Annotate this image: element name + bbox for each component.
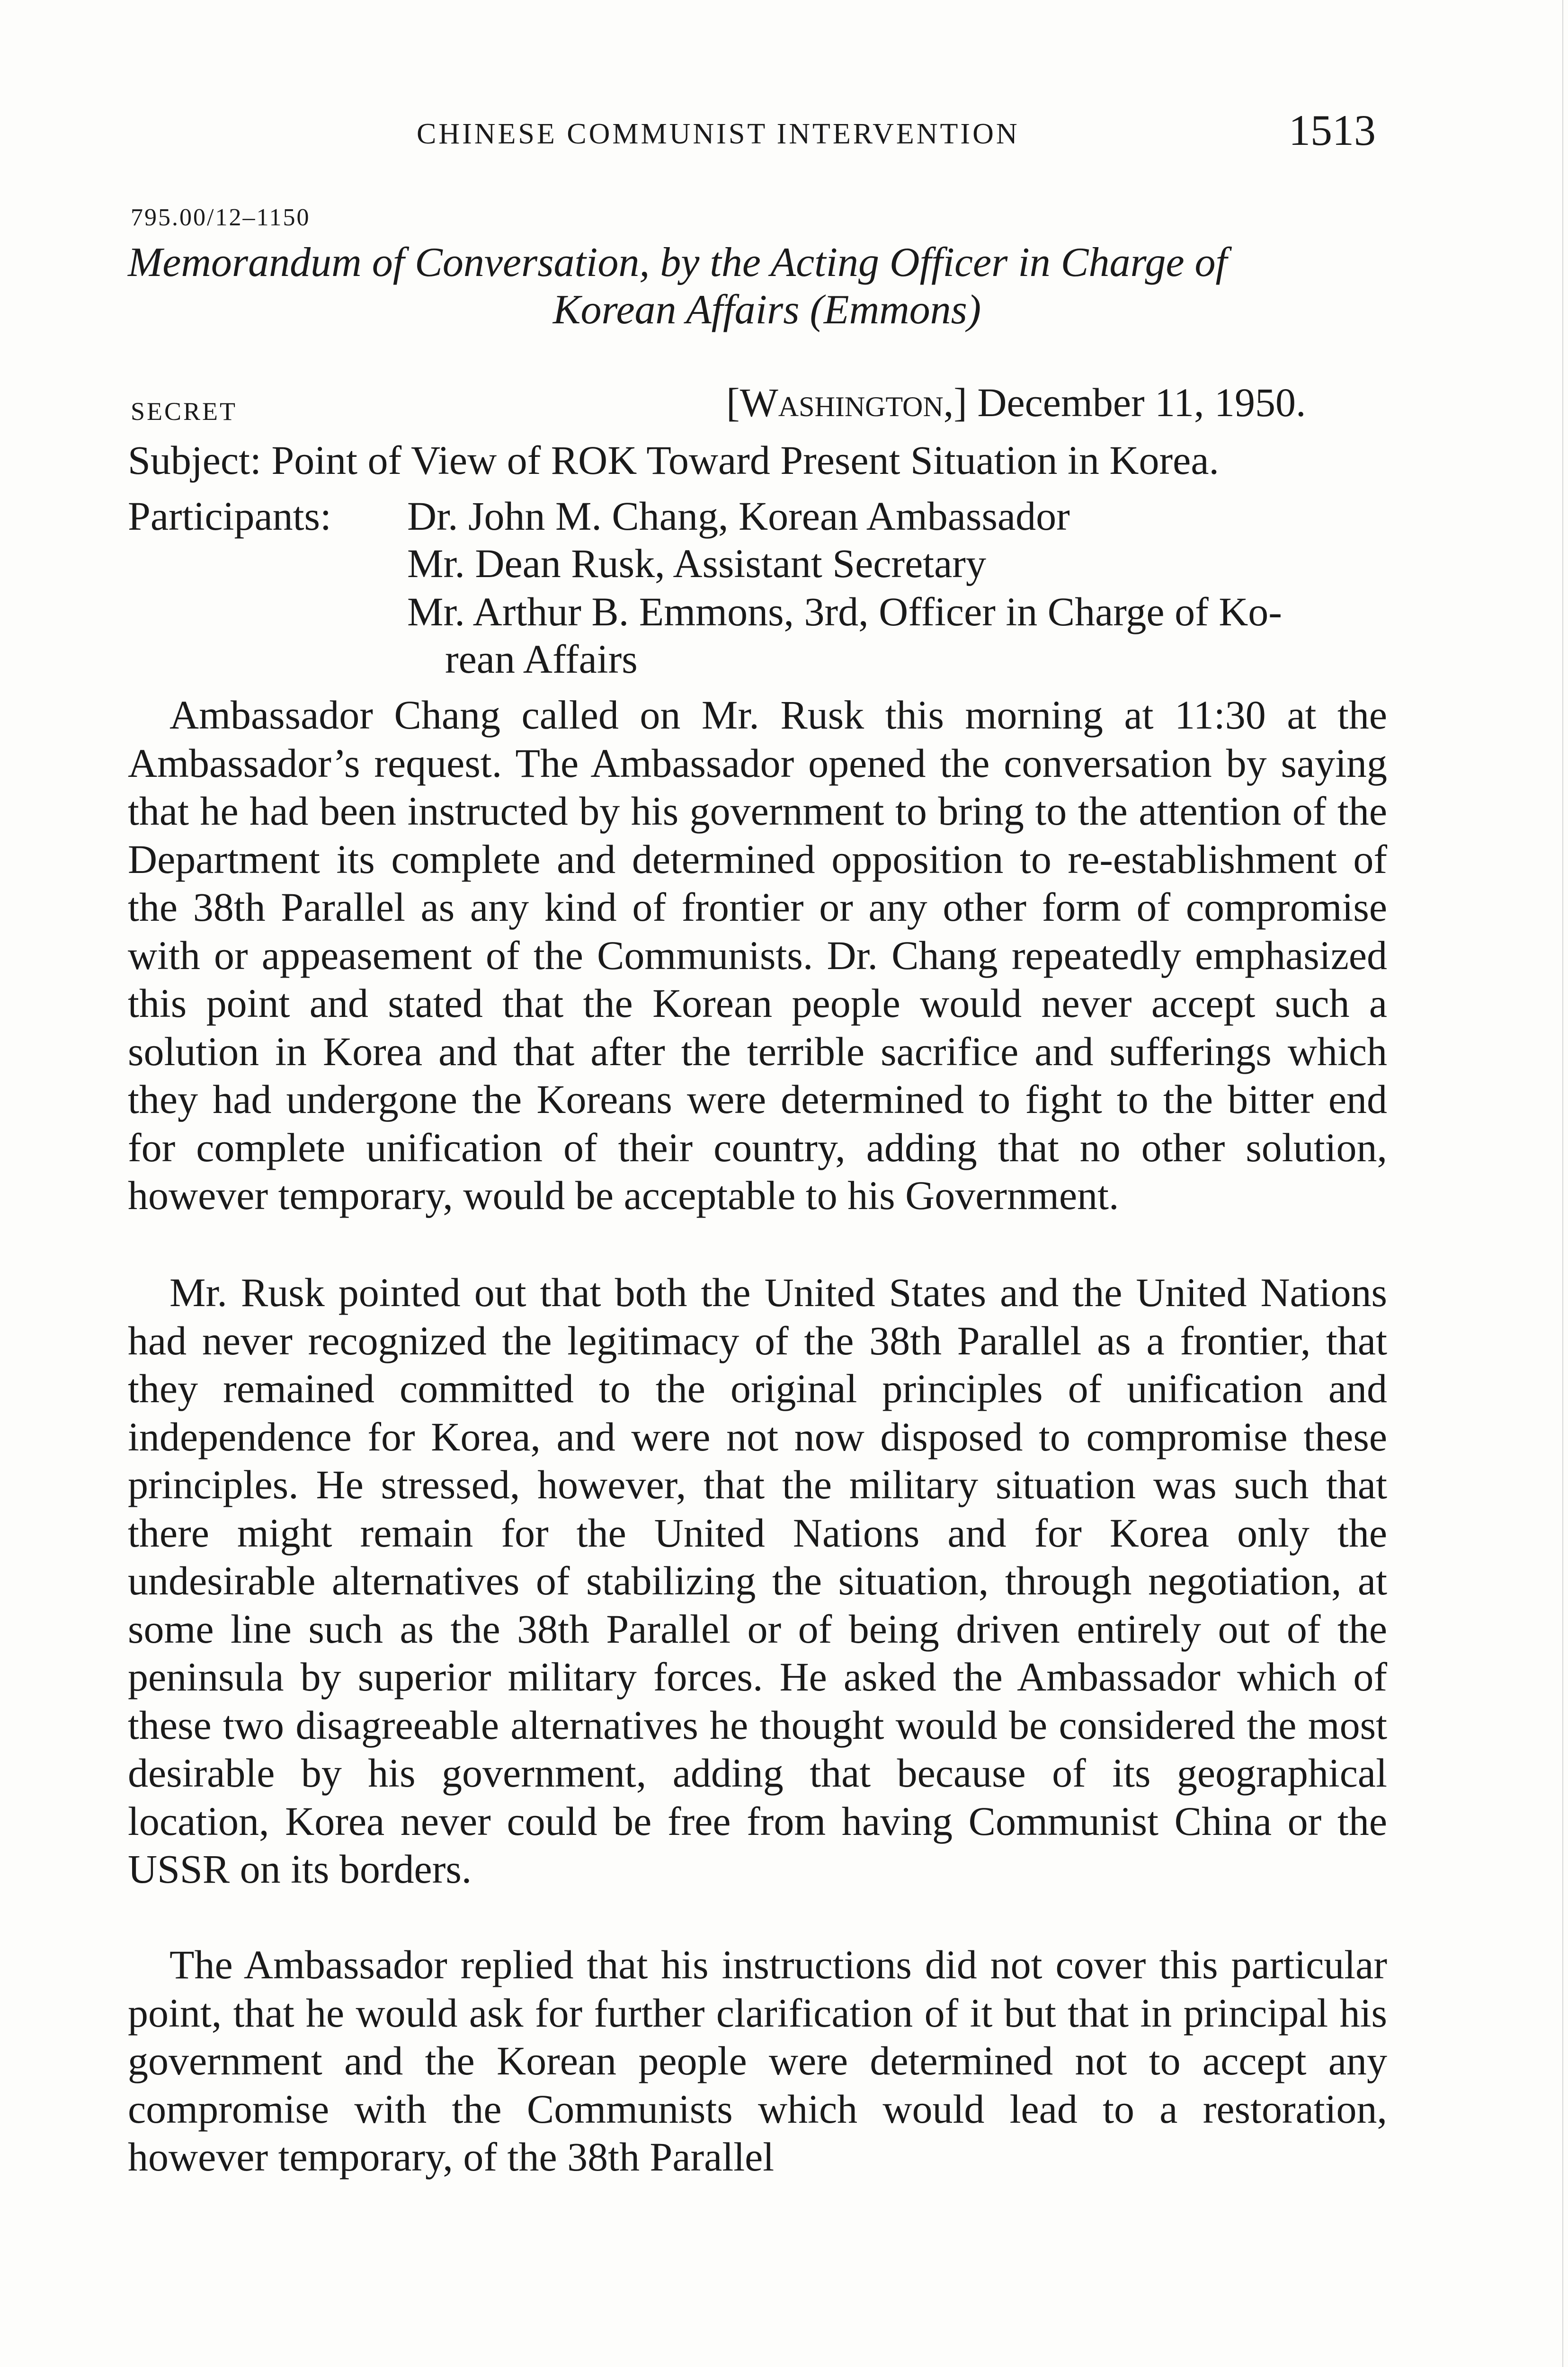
- classification-marking: SECRET: [131, 397, 238, 426]
- running-head: CHINESE COMMUNIST INTERVENTION: [417, 118, 1020, 150]
- participant-item: Mr. Arthur B. Emmons, 3rd, Officer in Charge of Ko-: [407, 589, 1282, 634]
- subject-label: Subject:: [128, 437, 261, 483]
- body-paragraph: Mr. Rusk pointed out that both the United States and the United Nations had never recognized the legitimacy of the 38th Parallel as a frontier, that they remained committed to the original principles of unification and independence for Korea, and were not now disposed to compromise these principles. He stressed, however, that the military situation was such that there might remain for the United Nations and for Korea only the undesirable alternatives of stabilizing the situation, through negotiation, at some line such as the 38th Parallel or of being driven entirely out of the peninsula by superior military forces. He asked the Ambassador which of these two disagreeable alternatives he thought would be considered the most desirable by his government, adding that because of its geographical location, Korea never could be free from having Communist China or the USSR on its borders.: [128, 1270, 1387, 1892]
- file-number: 795.00/12–1150: [131, 204, 311, 231]
- body-paragraph: The Ambassador replied that his instructions did not cover this particular point, that he would ask for further clarification of it but that in principal his government and the Korean people were determined not to accept any compromise with the Communists which would lead to a restoration, however temporary, of the 38th Parallel: [128, 1942, 1387, 2180]
- page-number: 1513: [1289, 106, 1376, 154]
- page-edge-line: [1562, 0, 1563, 2367]
- memo-title: [128, 239, 1378, 334]
- participant-item: Dr. John M. Chang, Korean Ambassador: [407, 493, 1070, 539]
- dateline-date: December 11, 1950.: [977, 380, 1306, 425]
- dateline-place: [Washington,]: [726, 380, 967, 425]
- memo-title-line-2: Korean Affairs (Emmons): [552, 287, 981, 333]
- participant-item: Mr. Dean Rusk, Assistant Secretary: [407, 541, 986, 586]
- dateline: [726, 379, 1306, 426]
- subject-line: [128, 436, 1219, 484]
- subject-text: Point of View of ROK Toward Present Situation in Korea.: [271, 437, 1220, 483]
- body-paragraph: Ambassador Chang called on Mr. Rusk this morning at 11:30 at the Ambassador’s request. The Ambassador opened the conversation by saying that he had been instructed by his government to bring to the attention of the Department its complete and determined opposition to re-establishment of the 38th Parallel as any kind of frontier or any other form of compromise with or appeasement of the Communists. Dr. Chang repeatedly emphasized this point and stated that the Korean people would never accept such a solution in Korea and that after the terrible sacrifice and sufferings which they had undergone the Koreans were determined to fight to the bitter end for complete unification of their country, adding that no other solution, however temporary, would be acceptable to his Government.: [128, 692, 1387, 1218]
- participant-item-continued: rean Affairs: [445, 636, 638, 682]
- participants-label: Participants:: [128, 493, 331, 539]
- memo-title-line-1: Memorandum of Conversation, by the Acting Officer in Charge of: [128, 240, 1227, 285]
